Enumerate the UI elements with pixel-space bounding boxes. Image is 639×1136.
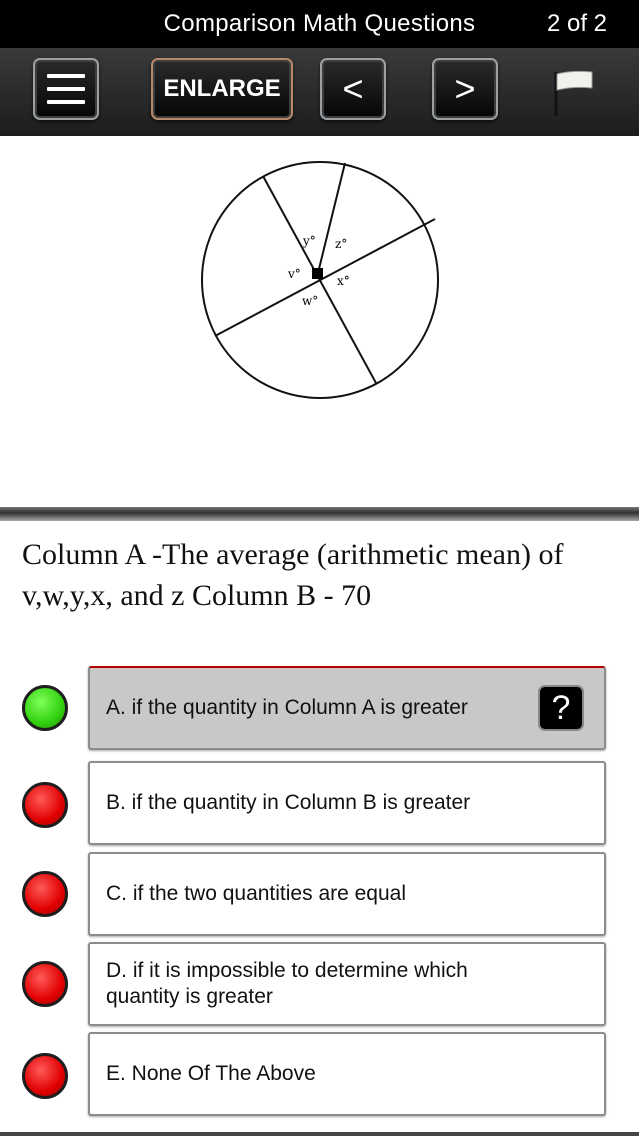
flag-icon[interactable] xyxy=(552,68,596,118)
question-text: Column A -The average (arithmetic mean) of v,w,y,x, and z Column B - 70 xyxy=(22,538,564,612)
status-indicator-d xyxy=(22,961,68,1007)
answer-option-label: C. if the two quantities are equal xyxy=(106,882,407,905)
answer-option-d[interactable] xyxy=(88,942,606,1026)
question-counter: 2 of 2 xyxy=(546,10,607,37)
answer-option-label: B. if the quantity in Column B is greater xyxy=(106,791,471,814)
answer-option-label: A. if the quantity in Column A is greater xyxy=(106,696,468,719)
answer-option-label: D. if it is impossible to determine which quantity is greater xyxy=(106,959,468,1008)
angle-label-v: v° xyxy=(288,267,301,281)
section-divider xyxy=(0,507,639,521)
next-button[interactable]: > xyxy=(432,58,498,120)
title-bar xyxy=(0,0,639,48)
answer-option-e[interactable] xyxy=(88,1032,606,1116)
bottom-border xyxy=(0,1132,639,1136)
menu-button[interactable] xyxy=(33,58,99,120)
angle-label-x: x° xyxy=(337,274,350,288)
status-indicator-a xyxy=(22,685,68,731)
answer-option-a[interactable] xyxy=(88,666,606,750)
menu-icon xyxy=(47,74,85,104)
status-indicator-c xyxy=(22,871,68,917)
angle-label-y: y° xyxy=(303,234,316,248)
status-indicator-b xyxy=(22,782,68,828)
circle-figure xyxy=(190,150,450,410)
enlarge-button[interactable]: ENLARGE xyxy=(151,58,293,120)
angle-label-w: w° xyxy=(302,294,319,308)
answer-option-label: E. None Of The Above xyxy=(106,1062,316,1085)
app-title: Comparison Math Questions xyxy=(163,10,476,37)
status-indicator-e xyxy=(22,1053,68,1099)
answer-option-c[interactable] xyxy=(88,852,606,936)
previous-button[interactable]: < xyxy=(320,58,386,120)
toolbar xyxy=(0,48,639,136)
angle-label-z: z° xyxy=(335,237,348,251)
help-button[interactable]: ? xyxy=(538,685,584,731)
answer-option-b[interactable] xyxy=(88,761,606,845)
